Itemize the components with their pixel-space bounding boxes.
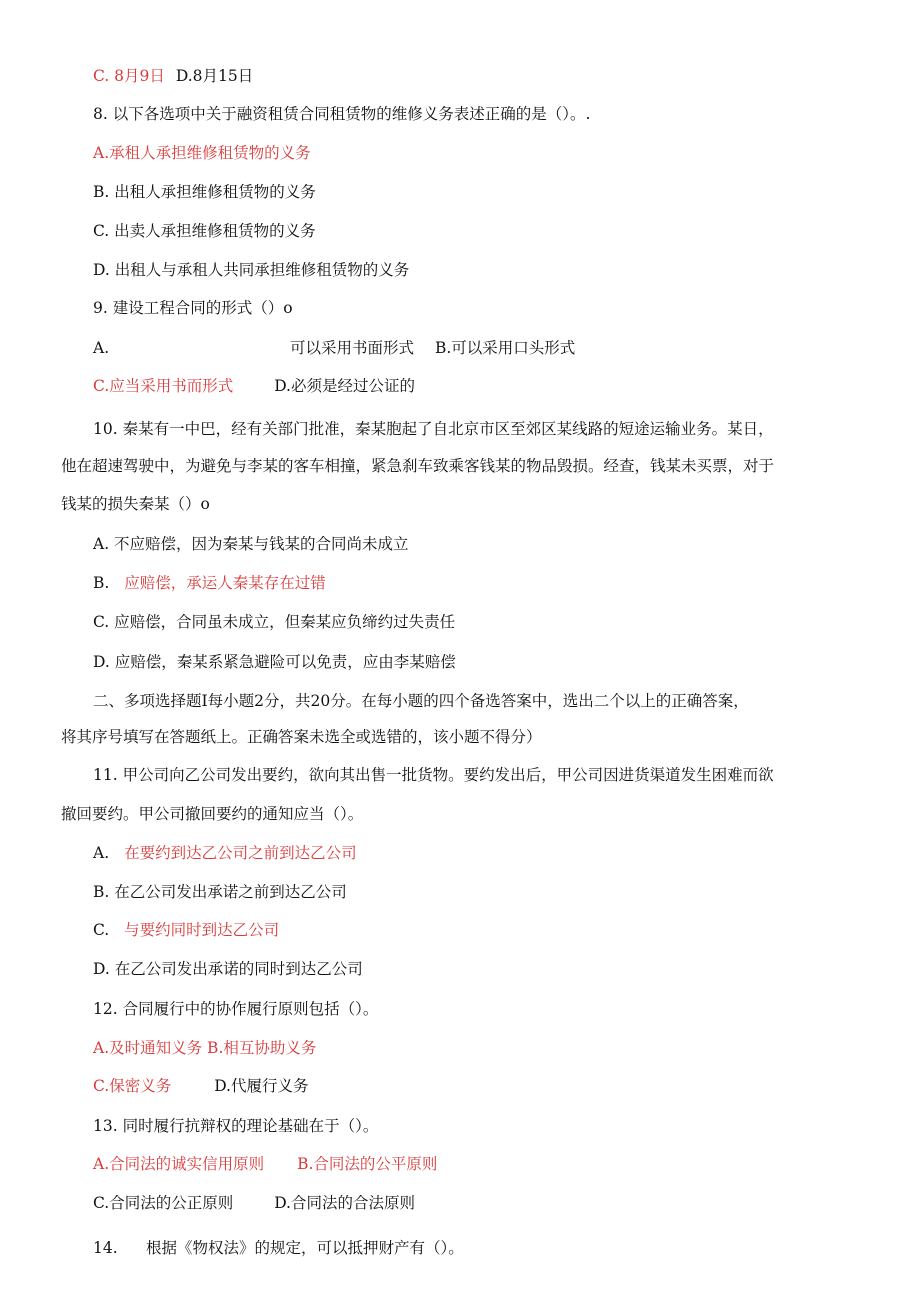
q11-option-a-row [93, 843, 357, 863]
q10-option-c: C. 应赔偿，合同虽未成立，但秦某应负缔约过失责任 [93, 613, 456, 631]
q13-options-cd [93, 1193, 415, 1213]
q13-option-d: D.合同法的合法原则 [274, 1194, 415, 1212]
q13-option-b: B.合同法的公平原则 [297, 1155, 438, 1173]
section2-line1: 二、多项选择题I每小题2分，共20分。在每小题的四个备选答案中，选出二个以上的正确答案， [93, 692, 749, 710]
q7-option-c: C. 8月9日 [93, 67, 165, 85]
q11-stem-line2: 撤回要约。甲公司撤回要约的通知应当（）。 [61, 805, 364, 823]
q14-stem: 根据《物权法》的规定，可以抵押财产有（）。 [146, 1239, 464, 1257]
q11-option-c-text: 与要约同时到达乙公司 [124, 921, 280, 939]
q9-option-b: B.可以采用口头形式 [434, 339, 576, 357]
q12-option-c: C.保密义务 [93, 1077, 172, 1095]
q9-stem: 9. 建设工程合同的形式（）o [93, 299, 293, 317]
q13-option-c: C.合同法的公正原则 [93, 1194, 234, 1212]
q11-option-a-text: 在要约到达乙公司之前到达乙公司 [124, 844, 357, 862]
q8-option-c: C. 出卖人承担维修租赁物的义务 [93, 222, 316, 240]
q11-option-c-letter: C. [93, 921, 110, 939]
q10-option-d: D. 应赔偿，秦某系紧急避险可以免责，应由李某赔偿 [93, 653, 456, 671]
q11-option-a-letter: A. [93, 844, 110, 862]
q13-stem: 13. 同时履行抗辩权的理论基础在于（）。 [93, 1117, 379, 1135]
q12-option-ab: A.及时通知义务 B.相互协助义务 [93, 1039, 317, 1057]
q13-options-ab [93, 1154, 437, 1174]
q7-option-d: D.8月15日 [175, 67, 254, 85]
q9-option-c: C.应当采用书而形式 [93, 377, 234, 395]
q12-option-d: D.代履行义务 [214, 1077, 309, 1095]
q14-number: 14. [93, 1239, 118, 1257]
q12-options-cd [93, 1076, 309, 1096]
q10-option-b-letter: B. [93, 574, 110, 592]
q11-stem-line1: 11. 甲公司向乙公司发出要约，欲向其出售一批货物。要约发出后，甲公司因进货渠道发生困难而欲 [93, 766, 774, 784]
q9-options-cd [93, 376, 415, 396]
q9-option-d: D.必须是经过公证的 [274, 377, 415, 395]
q9-options-ab [290, 338, 575, 358]
q13-option-a: A.合同法的诚实信用原则 [93, 1155, 265, 1173]
q11-option-d: D. 在乙公司发出承诺的同时到达乙公司 [93, 960, 363, 978]
q8-option-b: B. 出租人承担维修租赁物的义务 [93, 183, 316, 201]
q8-option-d: D. 出租人与承租人共同承担维修租赁物的义务 [93, 261, 410, 279]
section2-line2: 将其序号填写在答题纸上。正确答案未选全或选错的，该小题不得分） [61, 728, 542, 746]
q10-option-b-text: 应赔偿，承运人秦某存在过错 [124, 574, 326, 592]
q7-options-row [93, 66, 253, 86]
q12-stem: 12. 合同履行中的协作履行原则包括（）。 [93, 1000, 379, 1018]
q10-stem-line3: 钱某的损失秦某（）o [61, 495, 210, 513]
q10-option-b-row [93, 573, 326, 593]
q9-option-a-letter: A. [93, 339, 110, 357]
q8-stem: 8. 以下各选项中关于融资租赁合同租赁物的维修义务表述正确的是（）。. [93, 105, 591, 123]
q10-stem-line2: 他在超速驾驶中，为避免与李某的客车相撞，紧急刹车致乘客钱某的物品毁损。经查，钱某未买票，对于 [61, 457, 775, 475]
q11-option-c-row [93, 920, 279, 940]
q9-option-a-text: 可以采用书面形式 [290, 339, 415, 357]
q8-option-a: A.承租人承担维修租赁物的义务 [93, 144, 311, 162]
q10-option-a: A. 不应赔偿，因为秦某与钱某的合同尚未成立 [93, 535, 409, 553]
q11-option-b: B. 在乙公司发出承诺之前到达乙公司 [93, 883, 347, 901]
q10-stem-line1: 10. 秦某有一中巴，经有关部门批准，秦某胞起了自北京市区至郊区某线路的短途运输业务。某日， [93, 420, 774, 438]
